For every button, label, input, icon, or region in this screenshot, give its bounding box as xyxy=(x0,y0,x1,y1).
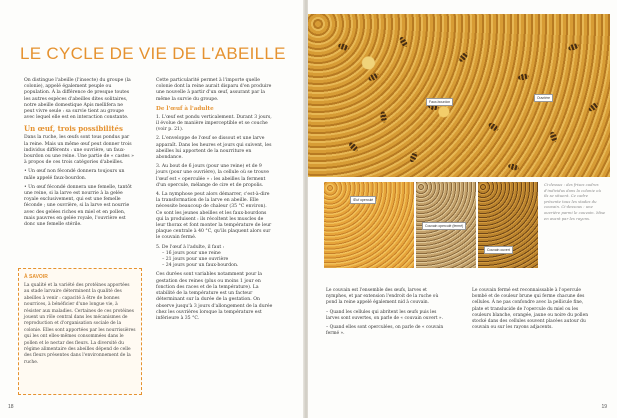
right-column-2 xyxy=(472,288,592,334)
bee xyxy=(567,42,579,51)
bee xyxy=(587,101,599,113)
list-item: – 21 jours pour une ouvrière xyxy=(162,257,229,263)
open-brood-photo xyxy=(478,182,538,268)
bee xyxy=(518,73,530,81)
page-number-right: 19 xyxy=(601,404,607,410)
list-item: 4. La nymphose peut alors démarrer, c'est-à-dire la transformation de la larve en abeille. Elle nécessite beaucoup de chaleur (35 °C environ). Ce sont les jeunes abeilles et les faux-bourdons qui la produisent : ils récoltent les muscles de leur thorax et font monter la température de leur plaque centrale à 40 °C, qu'ils plaquent alors sur le couvain fermé. xyxy=(156,192,272,241)
label-capped-brood: Couvain operculé (fermé) xyxy=(422,222,466,230)
list-item: 3. Au bout de 6 jours (pour une reine) et de 9 jours (pour une ouvrière), la cellule où se trouve l'œuf est « operculée » : les abeilles la ferment d'un opercule, mélange de cire et de propolis. xyxy=(156,164,270,188)
bee xyxy=(337,42,349,51)
right-page xyxy=(308,0,617,418)
page-title: LE CYCLE DE VIE DE L'ABEILLE xyxy=(20,44,286,63)
info-box xyxy=(18,268,142,395)
info-box-text: La qualité et la variété des protéines apportées au stade larvaire déterminent la qualité des abeilles à venir : capacité à être de bonnes nourrices, à bénéficier d'une longue vie, à résister aux maladies. Certaines de ces protéines jouent un rôle central dans les mécanismes de reproduction et d'organisation sociale de la colonie. Elles sont apportées par les nourrissières qui les ont elles-mêmes consommées dans le pollen et le nectar des fleurs. La diversité du régime alimentaire des abeilles dépend de celle des fleurs présentes dans l'environnement de la ruche. xyxy=(24,283,136,365)
list-item: 5. De l'œuf à l'adulte, il faut : xyxy=(156,244,225,250)
left-column-2 xyxy=(156,78,274,325)
label-open-brood: Couvain ouvert xyxy=(484,246,513,254)
brood-photo xyxy=(416,182,476,268)
bee xyxy=(380,111,388,123)
paragraph: Le couvain fermé est reconnaissable à l'opercule bombé et de couleur brune qui ferme chacune des cellules. À ne pas confondre avec la pellicule fine, plate et translucide de l'opercule du miel ou les couleurs blanche, orangée, jaune ou noire du pollen stocké dans des cellules souvent placées autour du couvain ou sur les rayons adjacents. xyxy=(472,288,589,331)
list-item: Ces durées sont variables notamment pour la gestation des reines (plus ou moins 1 jour en fonction des races et de la température). La stabilité de la température est un facteur déterminant sur la durée de la gestation. On observe jusqu'à 3 jours d'allongement de la durée chez les ouvrières lorsque la température est inférieure à 35 °C. xyxy=(156,272,273,321)
bee xyxy=(398,36,409,49)
list-item: – 16 jours pour une reine xyxy=(162,250,221,256)
left-page xyxy=(0,0,305,418)
paragraph: • Un œuf non fécondé donnera toujours un mâle appelé faux-bourdon. xyxy=(24,169,125,181)
label-worker: Ouvrière xyxy=(534,94,553,102)
paragraph: • Un œuf fécondé donnera une femelle, tantôt une reine, si la larve est nourrie à la gelée royale exclusivement, qui est une femelle féconde ; une ouvrière, si la larve est nourrie avec des gelées riches en miel et en pollen, mais pauvres en gelée royale, l'ouvrière est donc une femelle stérile. xyxy=(24,184,132,228)
bee xyxy=(367,72,380,83)
bee xyxy=(507,163,519,172)
bee xyxy=(408,151,418,164)
info-box-title: À SAVOIR xyxy=(24,274,48,280)
section-heading-egg: Un œuf, trois possibilités xyxy=(24,124,123,134)
left-column-1 xyxy=(24,78,134,231)
honeycomb-photo-top xyxy=(308,14,610,177)
section-heading-egg-to-adult: De l'œuf à l'adulte xyxy=(156,105,214,112)
list-item: 1. L'œuf est pondu verticalement. Durant 3 jours, il évolue de manière imperceptible et se couche (voir p. 21). xyxy=(156,114,272,133)
paragraph: Le couvain est l'ensemble des œufs, larves et nymphes, et par extension l'endroit de la ruche où pond la reine appelé également nid à couvain. xyxy=(326,288,439,306)
intro-paragraph: On distingue l'abeille (l'insecte) du groupe (la colonie), appelé également peuple ou population. À la différence de presque toutes les autres espèces d'abeilles dites solitaires, notre abeille domestique Apis mellifera ne peut vivre seule : sa survie tient au groupe avec lequel elle est en interaction constante. xyxy=(24,78,131,121)
list-item: 2. L'enveloppe de l'œuf se dissout et une larve apparaît. Dans les heures et jours qui suivent, les abeilles lui apportent de la nourriture en abondance. xyxy=(156,136,272,161)
intro-paragraph: Cette particularité permet à l'importe quelle colonie dont la reine aurait disparu d'en produire une nouvelle à partir d'un œuf, assurant par la même la survie du groupe. xyxy=(156,78,272,102)
bee xyxy=(549,131,558,143)
photo-caption: Ci-dessus : des frises cadres d'individus dans la colonie où ils se situent. Ce cadre présente tous les stades du couvain. Ci-dessous : une ouvrière parmi le couvain. Mise en avant par les rayons. xyxy=(544,182,606,221)
bee xyxy=(487,121,499,132)
capped-egg-photo xyxy=(324,182,414,268)
right-column-1 xyxy=(326,288,444,340)
bee xyxy=(458,51,470,63)
bee xyxy=(347,141,359,153)
page-number-left: 18 xyxy=(8,404,14,410)
list-item: – 24 jours pour un faux-bourdon. xyxy=(162,263,239,269)
label-capped-egg: Œuf operculé xyxy=(350,196,376,204)
label-drone: Faux-bourdon xyxy=(426,98,453,106)
paragraph: – Quand elles sont operculées, on parle de « couvain fermé ». xyxy=(326,325,444,337)
paragraph: Dans la ruche, les œufs sont tous pondus par la reine. Mais un même œuf peut donner trois individus différents : une ouvrière, un faux-bourdon ou une reine. Une partie de « castes » à propos de ces trois catégories d'abeilles. xyxy=(24,135,134,166)
paragraph: – Quand les cellules qui abritent les œufs puis les larves sont ouvertes, on parle de « couvain ouvert ». xyxy=(326,309,444,321)
